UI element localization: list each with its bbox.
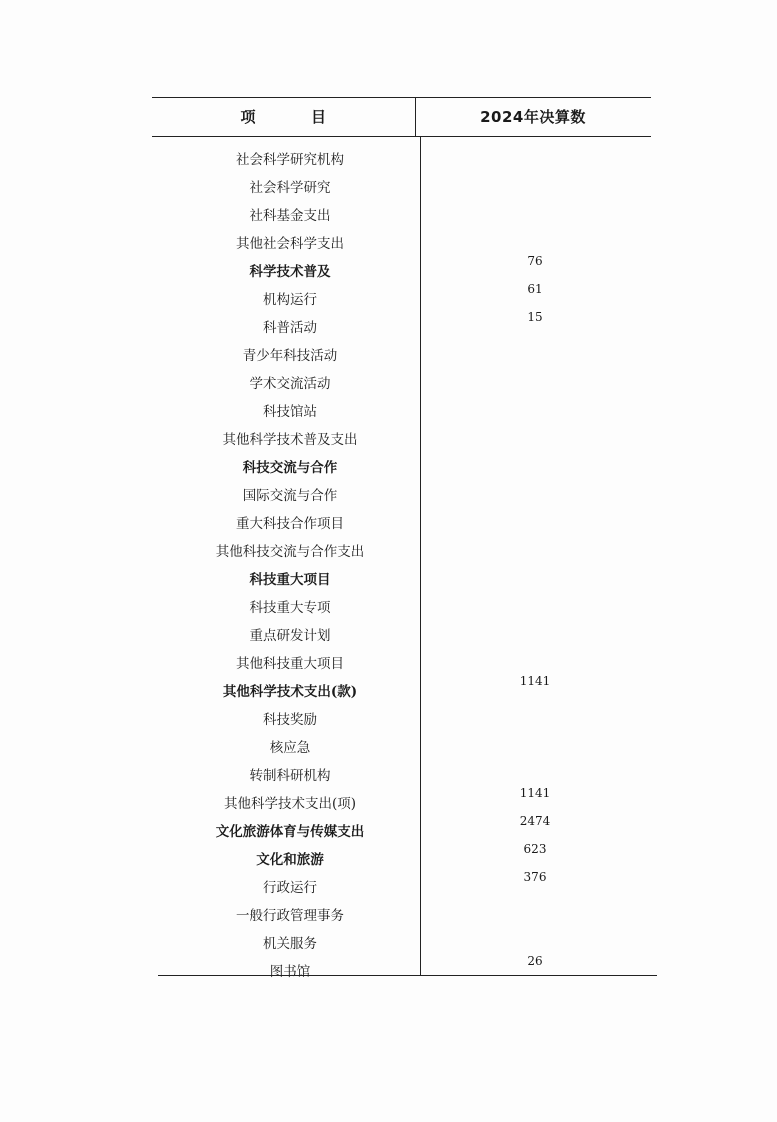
row-value: 1141: [519, 674, 551, 688]
row-item-label: 机关服务: [263, 936, 317, 952]
column-header-item: [152, 106, 415, 127]
table-row: [0, 254, 777, 282]
table-row: [0, 814, 777, 842]
table-row: [0, 646, 777, 674]
table-row: [0, 562, 777, 590]
row-item-label: 社科基金支出: [249, 208, 331, 224]
row-item-label: 其他科学技术支出(项): [223, 796, 357, 812]
table-row: [0, 702, 777, 730]
table-row: [0, 338, 777, 366]
row-item-label: 科技奖励: [263, 712, 317, 728]
table-row: [0, 870, 777, 898]
row-item-label: 其他科技重大项目: [236, 656, 344, 672]
table-bottom-rule: [158, 975, 657, 976]
row-item-label: 科技重大项目: [249, 572, 331, 588]
table-row: [0, 394, 777, 422]
table-row: [0, 898, 777, 926]
table-row: [0, 142, 777, 170]
table-row: [0, 954, 777, 982]
table-row: [0, 450, 777, 478]
table-top-rule: [152, 97, 651, 98]
row-item-label: 青少年科技活动: [242, 348, 338, 364]
row-item-label: 社会科学研究: [249, 180, 331, 196]
row-item-label: 科普活动: [263, 320, 317, 336]
table-row: [0, 170, 777, 198]
table-row: [0, 842, 777, 870]
row-item-label: 其他科学技术普及支出: [222, 432, 358, 448]
table-body: [0, 142, 777, 982]
table-row: [0, 758, 777, 786]
row-item-label: 转制科研机构: [249, 768, 331, 784]
row-item-label: 文化和旅游: [256, 852, 324, 868]
row-value: 61: [527, 282, 543, 296]
header-item-char-2: 目: [311, 108, 327, 126]
row-value: 76: [527, 254, 543, 268]
table-row: [0, 674, 777, 702]
row-item-label: 核应急: [269, 740, 311, 756]
row-item-label: 其他科技交流与合作支出: [215, 544, 365, 560]
row-value: 2474: [519, 814, 551, 828]
table-row: [0, 422, 777, 450]
row-item-label: 其他科学技术支出(款): [222, 684, 358, 700]
table-row: [0, 366, 777, 394]
table-row: [0, 534, 777, 562]
table-row: [0, 198, 777, 226]
row-item-label: 科技交流与合作: [242, 460, 338, 476]
table-row: [0, 226, 777, 254]
row-item-label: 重点研发计划: [249, 628, 331, 644]
row-value: 26: [527, 954, 543, 968]
row-item-label: 科技馆站: [263, 404, 317, 420]
row-item-label: 其他社会科学支出: [236, 236, 344, 252]
table-row: [0, 926, 777, 954]
row-item-label: 一般行政管理事务: [236, 908, 344, 924]
table-row: [0, 786, 777, 814]
row-item-label: 科技重大专项: [249, 600, 331, 616]
table-row: [0, 506, 777, 534]
table-row: [0, 590, 777, 618]
row-value: 15: [527, 310, 543, 324]
row-item-label: 科学技术普及: [249, 264, 331, 280]
row-value: 1141: [519, 786, 551, 800]
row-item-label: 国际交流与合作: [242, 488, 338, 504]
table-row: [0, 478, 777, 506]
row-item-label: 文化旅游体育与传媒支出: [215, 824, 365, 840]
table-row: [0, 282, 777, 310]
table-row: [0, 730, 777, 758]
row-value: 623: [523, 842, 547, 856]
row-item-label: 重大科技合作项目: [236, 516, 344, 532]
row-item-label: 行政运行: [263, 880, 317, 896]
row-item-label: 社会科学研究机构: [236, 152, 344, 168]
row-item-label: 机构运行: [263, 292, 317, 308]
header-item-char-1: 项: [240, 108, 256, 126]
row-value: 376: [523, 870, 547, 884]
table-header-rule: [152, 136, 651, 137]
column-header-value: 2024年决算数: [480, 108, 586, 126]
table-row: [0, 310, 777, 338]
row-item-label: 图书馆: [269, 964, 311, 980]
table-row: [0, 618, 777, 646]
row-item-label: 学术交流活动: [249, 376, 331, 392]
